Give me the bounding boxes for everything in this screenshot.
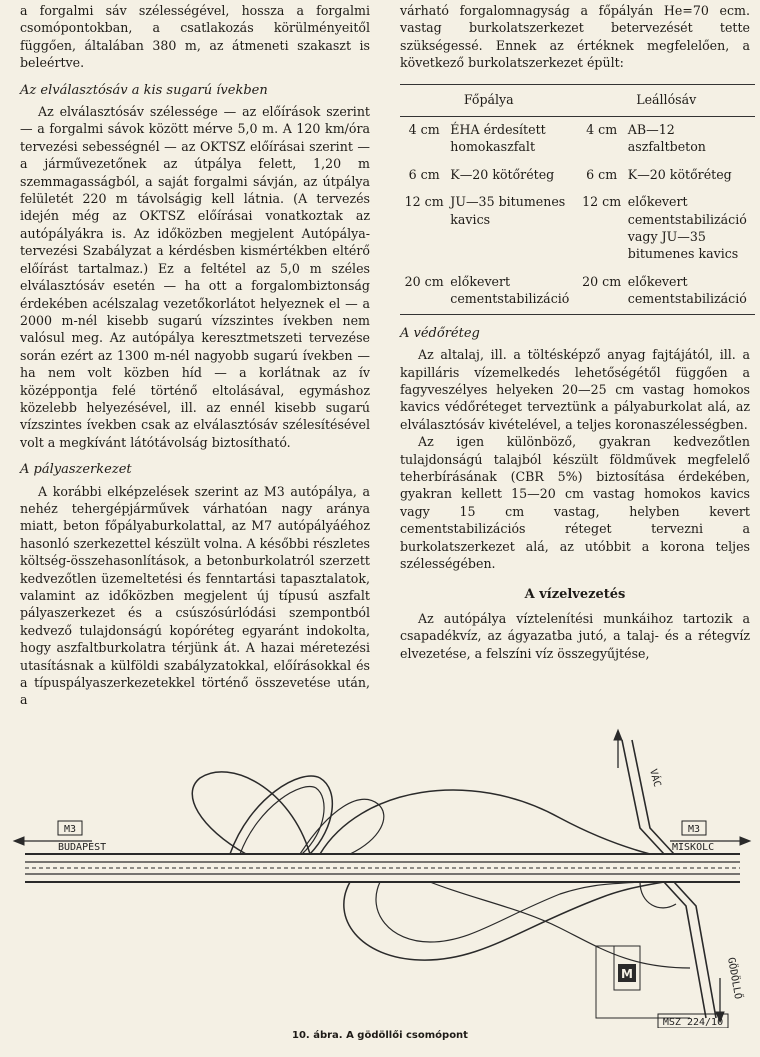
vac-label: VÁC [647, 767, 663, 789]
table-row [400, 117, 755, 162]
material-main: előkevert cementstabilizáció [448, 269, 577, 314]
table-row [400, 189, 755, 269]
budapest-label: BUDAPEST [58, 842, 107, 853]
material-main: ÉHA érdesített homokaszfalt [450, 122, 546, 155]
thickness-lane: 20 cm [577, 269, 625, 314]
pavement-structure-table [400, 84, 755, 315]
thickness-lane: 6 cm [586, 166, 618, 182]
thickness-main: 12 cm [404, 194, 444, 210]
thickness-main: 6 cm [408, 166, 440, 182]
table-header-lane: Leállósáv [577, 84, 755, 116]
table-row [400, 269, 755, 314]
interchange-diagram [0, 728, 760, 1028]
intro-paragraph: a forgalmi sáv szélességével, hossza a forgalmi csomópontokban, a csatlakozás körülményeitől függően, általában 380 m, az átmeneti szakaszt is beleértve. [20, 3, 370, 71]
section-heading-separator: Az elválasztósáv a kis sugarú ívekben [20, 82, 268, 98]
material-lane: K—20 kötőréteg [627, 166, 732, 182]
reference-label: MSZ 224/10 [662, 1017, 724, 1028]
thickness-main: 20 cm [400, 269, 448, 314]
material-main: K—20 kötőréteg [450, 166, 555, 182]
pavement-paragraph: A korábbi elképzelések szerint az M3 autópálya, a nehéz tehergépjárművek várhatóan nagy aránya miatt, beton főpályaburkolattal, az M7 autópályáéhoz hasonló szerkezettel készült volna. A későbbi részletes költség-összehasonlítások, a betonburkolatról szerzett kedvezőtlen üzemeltetési és fenntartási tapasztalatok, valamint az időközben megjelent új típusú aszfalt pályaszerkezet és a csúszósúrlódási szempontból kedvező tulajdonságú kopóréteg egyaránt indokolta, hogy aszfaltburkolatra térjünk át. A hazai méretezési utasításnak a külföldi szabályzatokkal, előírásokkal és a típuspályaszerkezetekkel történő összevetése után, a [20, 483, 370, 708]
separator-paragraph: Az elválasztósáv szélessége — az előírások szerint — a forgalmi sávok között mérve 5,0 m. A 120 km/óra tervezési sebességnél — az OKTSZ előírásai szerint — a járművezetőnek az útpálya felett, 1,20 m szemmagasságból, a saját forgalmi sávján, az útpálya felületét 220 m távolságig kell látnia. (A tervezés idején még az OKTSZ előírásai vonatkoztak az autópályákra is. Az időközben megjelent Autópálya-tervezési Szabályzat a kérdésben kismértékben eltérő előírást tartalmaz.) Ez a feltétel az 5,0 m széles elválasztósáv esetén — ha ott a forgalombiztonság érdekében acélszalag vezetőkorlátot helyeznek el — a 2000 m-nél kisebb sugarú vízszintes ívekben nem valósul meg. Az autópálya keresztmetszeti tervezése során ezért az 1300 m-nél nagyobb sugarú ívekben — ha nem volt közben híd — a korlátnak az ív középpontja felé történő eltolásával, egymáshoz közelebb helyezésével, ill. az ennél kisebb sugarú vízszintes ívekben csak az elválasztósáv szélesítésével volt a megkívánt látótávolság biztosítható. [20, 104, 370, 450]
motel-m-label: M [621, 967, 633, 981]
m3-label-left: M3 [63, 824, 77, 835]
right-column [400, 2, 750, 662]
table-row [400, 162, 755, 189]
figure-caption: 10. ábra. A gödöllői csomópont [292, 1030, 468, 1041]
material-main: JU—35 bitumenes kavics [450, 194, 566, 227]
m3-label-right: M3 [687, 824, 701, 835]
godollo-label: GÖDÖLLŐ [725, 956, 744, 1001]
material-lane: előkevert cementstabilizáció vagy JU—35 bitumenes kavics [627, 194, 747, 262]
protective-paragraph-1: Az altalaj, ill. a töltésképző anyag fajtájától, ill. a kapilláris vízemelkedés lehetőségétől függően a fagyveszélyes helyeken 20—25 cm vastag homokos kavics védőréteget terveztünk a pályaburkolat alá, az elválasztósáv kivételével, a teljes koronaszélességben. [400, 347, 750, 432]
thickness-lane: 12 cm [582, 194, 622, 210]
left-column [20, 2, 370, 709]
miskolc-label: MISKOLC [672, 842, 715, 853]
section-heading-pavement: A pályaszerkezet [20, 462, 132, 478]
drainage-paragraph: Az autópálya víztelenítési munkáihoz tartozik a csapadékvíz, az ágyazatba jutó, a talaj- és a rétegvíz elvezetése, a felszíni víz összegyűjtése, [400, 610, 750, 661]
section-heading-protective: A védőréteg [400, 325, 480, 341]
thickness-lane: 4 cm [586, 122, 618, 138]
section-heading-drainage: A vízelvezetés [524, 587, 626, 603]
traffic-paragraph: várható forgalomnagyság a főpályán He=70 ecm. vastag burkolatszerkezet betervezését tette szükségessé. Ennek az értéknek megfelelően, a következő burkolatszerkezet épült: [400, 3, 750, 71]
protective-paragraph-2: Az igen különböző, gyakran kedvezőtlen tulajdonságú talajból készült földművek megfelelő teherbírásának (CBR 5%) biztosítása érdekében, gyakran kellett 15—20 cm vastag homokos kavics vagy 15 cm vastag, helyben kevert cementstabilizációs réteget tervezni a burkolatszerkezet alá, az utóbbit a korona teljes szélességében. [400, 434, 750, 571]
material-lane: előkevert cementstabilizáció [626, 269, 755, 314]
table-header-main: Főpálya [400, 84, 577, 116]
thickness-main: 4 cm [408, 122, 440, 138]
material-lane: AB—12 aszfaltbeton [627, 122, 706, 155]
